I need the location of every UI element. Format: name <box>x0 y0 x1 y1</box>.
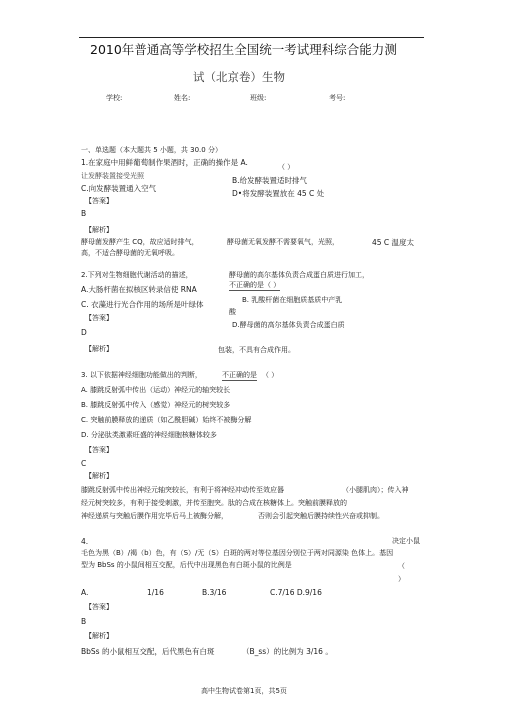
q1-answer: B <box>81 209 87 218</box>
q4-option-a-value: 1/16 <box>147 588 164 597</box>
page-footer: 高中生物试卷第1页，共5页 <box>201 687 287 695</box>
q2-analysis-tag: 【解析】 <box>85 345 113 353</box>
q3-option-d: D. 分泌肽类激素旺盛的神经细胞核糖体较多 <box>81 431 217 439</box>
q2-stem-tail: 不正确的是（ ） <box>229 281 281 289</box>
q2-answer-tag: 【答案】 <box>85 314 113 322</box>
q2-option-d: D.酵母菌的高尔基体负责合成蛋白质 <box>232 321 345 329</box>
q4-answer: B <box>81 617 87 626</box>
top-rule <box>79 37 424 38</box>
q2-stem: 2.下列对生物细胞代谢活动的描述， <box>81 271 193 279</box>
q3-explanation-a: 膝跳反射弧中传出神经元轴突较长，有利于将神经冲动传至效应器 <box>81 486 284 494</box>
q4-answer-tag: 【答案】 <box>85 603 113 611</box>
q1-explanation-line2: 高，不适合酵母菌的无氧呼吸。 <box>81 249 179 257</box>
exam-subtitle: 试（北京卷）生物 <box>193 70 285 84</box>
q3-explanation-b: （小腿肌肉）；传入神 <box>342 486 409 494</box>
q3-analysis-tag: 【解析】 <box>85 472 113 480</box>
section-heading: 一、单选题（本大题共 5 小题，共 30.0 分） <box>81 146 222 154</box>
q2-side-text: 酵母菌的高尔基体负责合成蛋白质进行加工， <box>229 271 369 279</box>
field-school: 学校: <box>106 94 123 102</box>
q2-option-c: C. 衣藻进行光合作用的场所是叶绿体 <box>81 300 204 309</box>
q1-answer-tag: 【答案】 <box>85 197 113 205</box>
field-name: 姓名: <box>174 94 191 102</box>
q1-explanation-a: 酵母菌发酵产生 CQ，故应适时排气， <box>81 238 199 246</box>
exam-title: 2010年普通高等学校招生全国统一考试理科综合能力测 <box>90 42 397 57</box>
q2-answer: D <box>81 328 87 337</box>
q3-answer-tag: 【答案】 <box>85 446 113 454</box>
q4-option-b: B.3/16 <box>202 588 227 597</box>
q3-option-b: B. 膝跳反射弧中传入（感觉）神经元的树突较多 <box>81 401 231 409</box>
field-class: 班级: <box>250 94 267 102</box>
q2-option-a: A.大肠杆菌在拟核区转录信使 RNA <box>81 285 197 294</box>
q1-analysis-tag: 【解析】 <box>85 226 113 234</box>
q3-stem-lead: 3. 以下依据神经细胞功能做出的判断， <box>81 371 202 379</box>
q4-explanation-a: BbSs 的小鼠相互交配，后代黑色有白斑 <box>81 647 215 656</box>
q3-explanation-line3a: 神经递质与突触后膜作用完毕后马上被酶分解， <box>81 512 228 520</box>
q1-option-b: B.给发酵装置适时排气 <box>232 176 308 185</box>
q3-option-c: C. 突触前膜释放的递质（如乙酰胆碱）始终不被酶分解 <box>81 416 252 424</box>
q1-option-d: D•将发酵装置放在 45 C 处 <box>232 189 325 198</box>
q4-bracket-open: （ <box>398 562 405 570</box>
q1-stem: 1.在家庭中用鲜葡萄制作果酒时，正确的操作是 A. <box>81 158 248 167</box>
q1-option-c: C.向发酵装置通入空气 <box>81 184 157 193</box>
q3-explanation-line3b: 否则会引起突触后膜持续性兴奋或抑制。 <box>258 512 384 520</box>
q4-explanation-b: （B_ss）的比例为 3/16 。 <box>242 647 333 656</box>
q1-explanation-c: 45 C 温度太 <box>372 238 415 247</box>
q4-stem-right: 决定小鼠 <box>392 537 420 545</box>
q4-option-a: A. <box>81 588 89 597</box>
q4-stem-line2: 型为 BbSs 的小鼠间相互交配，后代中出现黑色有白斑小鼠的比例是 <box>81 561 292 569</box>
q4-number: 4. <box>81 537 89 546</box>
q2-option-b: B. 乳酸杆菌在细胞质基质中产乳 <box>242 296 343 304</box>
q4-stem-line1: 毛色为黑（B）/褐（b）色，有（S）/无（S）白斑的两对等位基因分别位于两对同源染 色体上。基因 <box>81 549 394 557</box>
q1-option-a: 让发酵装置接受光照 <box>81 172 144 180</box>
q3-option-a: A. 膝跳反射弧中传出（运动）神经元的轴突较长 <box>81 386 231 394</box>
q1-explanation-b: 酵母菌无氧发酵不需要氧气，光照， <box>227 238 339 246</box>
q2-explanation: 包装，不具有合成作用。 <box>218 346 295 354</box>
q3-stem <box>81 372 202 379</box>
q2-option-b-cont: 酸 <box>229 308 236 316</box>
q4-analysis-tag: 【解析】 <box>85 632 113 640</box>
q3-stem-bracket: （ ） <box>262 371 279 379</box>
field-number: 考号: <box>329 94 346 102</box>
q3-explanation-line2: 经元树突较多，有利于接受刺激，并传至胞突。肽的合成在核糖体上。突触前膜释放的 <box>81 499 347 507</box>
q4-option-c-d: C.7/16 D.9/16 <box>270 588 322 597</box>
q1-bracket: （ ） <box>278 163 295 171</box>
q4-bracket-close: ） <box>398 575 405 583</box>
q3-answer: C <box>81 459 87 468</box>
q3-stem-underlined: 不正确的是 <box>222 371 257 379</box>
